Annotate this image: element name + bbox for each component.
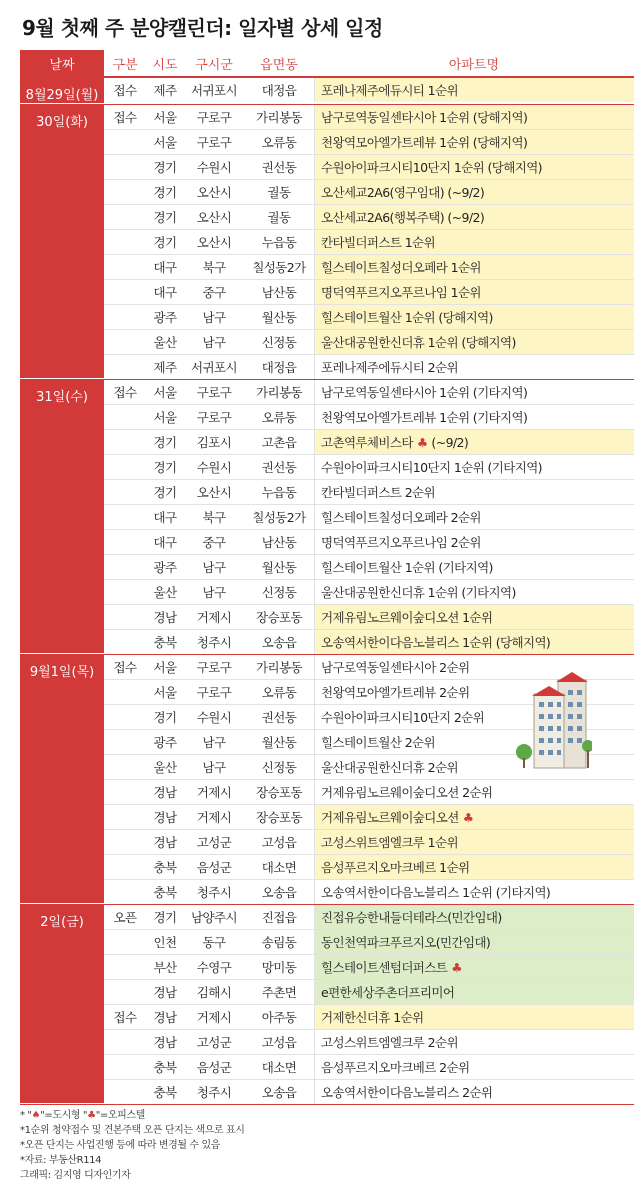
sido-cell: 울산 — [153, 760, 177, 775]
table-row — [104, 930, 634, 955]
sido-cell: 충북 — [153, 1060, 177, 1075]
note-open: *오픈 단지는 사업진행 등에 따라 변경될 수 있음 — [20, 1140, 220, 1151]
date-cell: 2일(금) — [20, 905, 104, 1104]
sigungu-cell: 청주시 — [196, 885, 232, 900]
dong-cell: 고성읍 — [261, 1035, 297, 1050]
dong-cell: 대정읍 — [261, 83, 297, 98]
sido-cell: 인천 — [153, 935, 177, 950]
table-row — [104, 305, 634, 330]
table-row — [104, 255, 634, 280]
sido-cell: 울산 — [153, 335, 177, 350]
apartment-cell — [314, 830, 634, 854]
apartment-name: 포레나제주에듀시티 2순위 — [321, 360, 458, 375]
apartment-suffix: (~9/2) — [431, 434, 469, 450]
sigungu-cell: 북구 — [202, 260, 226, 275]
date-group — [20, 905, 634, 1105]
table-row — [104, 505, 634, 530]
apartment-cell — [314, 180, 634, 204]
dong-cell: 송림동 — [261, 935, 297, 950]
dong-cell: 남산동 — [261, 535, 297, 550]
sigungu-cell: 고성군 — [196, 1035, 232, 1050]
header-date: 날짜 — [20, 50, 104, 76]
apartment-name: 힐스테이트센텀더퍼스트 — [321, 960, 448, 975]
sido-cell: 경남 — [153, 810, 177, 825]
date-group — [20, 78, 634, 105]
sigungu-cell: 오산시 — [196, 210, 232, 225]
apartment-cell — [314, 1030, 634, 1054]
dong-cell: 대소면 — [261, 1060, 297, 1075]
dong-cell: 권선동 — [261, 160, 297, 175]
apartment-cell — [314, 330, 634, 354]
dong-cell: 오류동 — [261, 135, 297, 150]
dong-cell: 월산동 — [261, 560, 297, 575]
apartment-cell — [314, 880, 634, 904]
sigungu-cell: 거제시 — [196, 810, 232, 825]
table-row — [104, 405, 634, 430]
sigungu-cell: 동구 — [202, 935, 226, 950]
sigungu-cell: 중구 — [202, 535, 226, 550]
dong-cell: 신정동 — [261, 760, 297, 775]
table-row — [104, 855, 634, 880]
club-icon: ♣ — [451, 959, 462, 975]
apartment-name: 울산대공원한신더휴 1순위 (기타지역) — [321, 585, 516, 600]
sido-cell: 서울 — [153, 385, 177, 400]
table-row — [104, 580, 634, 605]
dong-cell: 칠성동2가 — [252, 260, 306, 275]
sigungu-cell: 김포시 — [196, 435, 232, 450]
table-row — [104, 955, 634, 980]
table-row — [104, 805, 634, 830]
apartment-cell — [314, 580, 634, 604]
table-row — [104, 630, 634, 654]
sido-cell: 서울 — [153, 135, 177, 150]
apartment-name: 울산대공원한신더휴 1순위 (당해지역) — [321, 335, 516, 350]
sigungu-cell: 구로구 — [196, 135, 232, 150]
sigungu-cell: 서귀포시 — [191, 83, 237, 98]
sido-cell: 경남 — [153, 1010, 177, 1025]
apartment-cell — [314, 355, 634, 379]
table-row — [104, 455, 634, 480]
sido-cell: 서울 — [153, 685, 177, 700]
sido-cell: 울산 — [153, 585, 177, 600]
sigungu-cell: 수원시 — [196, 710, 232, 725]
sido-cell: 충북 — [153, 1085, 177, 1100]
footnotes — [20, 1108, 244, 1183]
table-row — [104, 530, 634, 555]
apartment-cell — [314, 480, 634, 504]
dong-cell: 권선동 — [261, 710, 297, 725]
apartment-name: 천왕역모아엘가트레뷰 1순위 (기타지역) — [321, 410, 528, 425]
apartment-name: 오송역서한이다음노블리스 1순위 (기타지역) — [321, 885, 551, 900]
table-row — [104, 205, 634, 230]
type-cell: 접수 — [113, 660, 137, 675]
table-row — [104, 605, 634, 630]
apartment-name: 음성푸르지오마크베르 2순위 — [321, 1060, 470, 1075]
note-credit: 그래픽: 김지영 디자인기자 — [20, 1170, 131, 1181]
apartment-name: 오송역서한이다음노블리스 2순위 — [321, 1085, 493, 1100]
apartment-cell — [314, 255, 634, 279]
dong-cell: 진접읍 — [261, 910, 297, 925]
dong-cell: 고성읍 — [261, 835, 297, 850]
apartment-name: 거제유림노르웨이숲디오션 1순위 — [321, 610, 493, 625]
apartment-name: 힐스테이트칠성더오페라 2순위 — [321, 510, 481, 525]
header-apt: 아파트명 — [448, 57, 500, 73]
sido-cell: 경기 — [153, 435, 177, 450]
apartment-name: 오산세교2A6(영구임대) (~9/2) — [321, 185, 485, 200]
sido-cell: 경남 — [153, 835, 177, 850]
note-source: *자료: 부동산R114 — [20, 1155, 102, 1166]
table-row — [104, 130, 634, 155]
apartment-cell — [314, 230, 634, 254]
sigungu-cell: 구로구 — [196, 660, 232, 675]
apartment-name: e편한세상주촌더프리미어 — [321, 985, 455, 1000]
dong-cell: 월산동 — [261, 735, 297, 750]
sigungu-cell: 음성군 — [196, 860, 232, 875]
sigungu-cell: 구로구 — [196, 685, 232, 700]
sido-cell: 광주 — [153, 560, 177, 575]
spade-icon: ♠ — [31, 1110, 41, 1121]
sigungu-cell: 거제시 — [196, 785, 232, 800]
apartment-name: 거제한신더휴 1순위 — [321, 1010, 424, 1025]
apartment-cell — [314, 1005, 634, 1029]
sido-cell: 서울 — [153, 660, 177, 675]
table-row — [104, 180, 634, 205]
date-cell: 9월1일(목) — [20, 655, 104, 904]
sido-cell: 대구 — [153, 285, 177, 300]
apartment-cell — [314, 78, 634, 102]
apartment-cell — [314, 380, 634, 404]
apartment-name: 거제유림노르웨이숲디오션 — [321, 810, 459, 825]
apartment-name: 음성푸르지오마크베르 1순위 — [321, 860, 470, 875]
page-title: 9월 첫째 주 분양캘린더: 일자별 상세 일정 — [22, 16, 383, 40]
dong-cell: 권선동 — [261, 460, 297, 475]
apartment-name: 힐스테이트월산 1순위 (기타지역) — [321, 560, 493, 575]
table-row — [104, 880, 634, 904]
apartment-cell — [314, 105, 634, 129]
note-highlight: *1순위 청약접수 및 견본주택 오픈 단지는 색으로 표시 — [20, 1125, 245, 1136]
legend-note: * "♠"=도시형 "♣"=오피스텔 — [20, 1110, 145, 1121]
table-row — [104, 555, 634, 580]
dong-cell: 가리봉동 — [256, 660, 302, 675]
date-cell: 8월29일(월) — [20, 78, 104, 104]
date-cell: 30일(화) — [20, 105, 104, 379]
schedule-table — [20, 50, 634, 1105]
club-icon: ♣ — [87, 1110, 96, 1121]
apartment-name: 고성스위트엠엘크루 2순위 — [321, 1035, 458, 1050]
type-cell: 접수 — [113, 83, 137, 98]
type-cell: 접수 — [113, 110, 137, 125]
header-sido: 시도 — [152, 57, 178, 73]
sigungu-cell: 북구 — [202, 510, 226, 525]
sido-cell: 경기 — [153, 485, 177, 500]
header-sigungu: 구시군 — [195, 57, 233, 73]
sigungu-cell: 구로구 — [196, 110, 232, 125]
dong-cell: 오송읍 — [261, 885, 297, 900]
sido-cell: 경기 — [153, 235, 177, 250]
apartment-cell — [314, 455, 634, 479]
apartment-name: 명덕역푸르지오푸르나임 2순위 — [321, 535, 481, 550]
apartment-name: 고성스위트엠엘크루 1순위 — [321, 835, 458, 850]
apartment-name: 오산세교2A6(행복주택) (~9/2) — [321, 210, 485, 225]
dong-cell: 칠성동2가 — [252, 510, 306, 525]
dong-cell: 가리봉동 — [256, 110, 302, 125]
type-cell: 오픈 — [113, 910, 137, 925]
date-cell: 31일(수) — [20, 380, 104, 654]
dong-cell: 대소면 — [261, 860, 297, 875]
sido-cell: 제주 — [153, 360, 177, 375]
sido-cell: 충북 — [153, 885, 177, 900]
apartment-name: 힐스테이트칠성더오페라 1순위 — [321, 260, 481, 275]
table-row — [104, 780, 634, 805]
dong-cell: 주촌면 — [261, 985, 297, 1000]
apartment-name: 천왕역모아엘가트레뷰 2순위 — [321, 685, 470, 700]
table-body — [20, 78, 634, 1105]
apartment-name: 칸타빌더퍼스트 1순위 — [321, 235, 436, 250]
table-row — [104, 1030, 634, 1055]
date-group — [20, 380, 634, 655]
table-row — [104, 980, 634, 1005]
sido-cell: 광주 — [153, 310, 177, 325]
apartment-name: 수원아이파크시티10단지 2순위 — [321, 710, 485, 725]
apartment-cell — [314, 1080, 634, 1104]
apartment-name: 거제유림노르웨이숲디오션 2순위 — [321, 785, 493, 800]
table-row — [104, 1055, 634, 1080]
table-row — [104, 330, 634, 355]
sido-cell: 경남 — [153, 1035, 177, 1050]
sido-cell: 부산 — [153, 960, 177, 975]
apartment-cell — [314, 1055, 634, 1079]
sigungu-cell: 남구 — [202, 735, 226, 750]
sido-cell: 경기 — [153, 460, 177, 475]
sido-cell: 대구 — [153, 535, 177, 550]
header-type: 구분 — [112, 57, 138, 73]
dong-cell: 오류동 — [261, 410, 297, 425]
table-row — [104, 905, 634, 930]
sido-cell: 서울 — [153, 110, 177, 125]
table-row — [104, 78, 634, 102]
apartment-cell — [314, 505, 634, 529]
apartment-name: 수원아이파크시티10단지 1순위 (기타지역) — [321, 460, 542, 475]
club-icon: ♣ — [462, 809, 474, 825]
sigungu-cell: 남양주시 — [191, 910, 237, 925]
apartment-cell — [314, 130, 634, 154]
apartment-name: 힐스테이트월산 2순위 — [321, 735, 436, 750]
dong-cell: 아주동 — [261, 1010, 297, 1025]
sido-cell: 충북 — [153, 635, 177, 650]
apartment-cell — [314, 905, 634, 929]
sido-cell: 경기 — [153, 710, 177, 725]
table-row — [104, 355, 634, 379]
sido-cell: 대구 — [153, 510, 177, 525]
apartment-name: 천왕역모아엘가트레뷰 1순위 (당해지역) — [321, 135, 528, 150]
sigungu-cell: 오산시 — [196, 185, 232, 200]
apartment-name: 칸타빌더퍼스트 2순위 — [321, 485, 436, 500]
apartment-cell — [314, 305, 634, 329]
type-cell: 접수 — [113, 385, 137, 400]
sigungu-cell: 거제시 — [196, 1010, 232, 1025]
sido-cell: 경기 — [153, 185, 177, 200]
sigungu-cell: 남구 — [202, 310, 226, 325]
sigungu-cell: 수영구 — [196, 960, 232, 975]
apartment-name: 남구로역동일센타시아 2순위 — [321, 660, 470, 675]
apartment-cell — [314, 205, 634, 229]
apartment-name: 포레나제주에듀시티 1순위 — [321, 83, 458, 98]
sigungu-cell: 구로구 — [196, 385, 232, 400]
apartment-name: 명덕역푸르지오푸르나임 1순위 — [321, 285, 481, 300]
sigungu-cell: 청주시 — [196, 635, 232, 650]
table-header — [20, 50, 634, 78]
apartment-cell — [314, 530, 634, 554]
sigungu-cell: 구로구 — [196, 410, 232, 425]
sido-cell: 제주 — [153, 83, 177, 98]
dong-cell: 누읍동 — [261, 485, 297, 500]
dong-cell: 망미동 — [261, 960, 297, 975]
apartment-cell — [314, 930, 634, 954]
dong-cell: 대정읍 — [261, 360, 297, 375]
dong-cell: 신정동 — [261, 585, 297, 600]
apartment-building-icon — [512, 672, 592, 772]
sido-cell: 경남 — [153, 610, 177, 625]
sigungu-cell: 고성군 — [196, 835, 232, 850]
apartment-name: 수원아이파크시티10단지 1순위 (당해지역) — [321, 160, 542, 175]
dong-cell: 오송읍 — [261, 635, 297, 650]
sido-cell: 경남 — [153, 985, 177, 1000]
dong-cell: 궐동 — [267, 185, 291, 200]
sigungu-cell: 음성군 — [196, 1060, 232, 1075]
apartment-cell — [314, 555, 634, 579]
sido-cell: 대구 — [153, 260, 177, 275]
sigungu-cell: 오산시 — [196, 235, 232, 250]
sigungu-cell: 김해시 — [196, 985, 232, 1000]
sigungu-cell: 중구 — [202, 285, 226, 300]
sigungu-cell: 남구 — [202, 335, 226, 350]
apartment-name: 울산대공원한신더휴 2순위 — [321, 760, 458, 775]
apartment-name: 힐스테이트월산 1순위 (당해지역) — [321, 310, 493, 325]
table-row — [104, 280, 634, 305]
table-row — [104, 1005, 634, 1030]
table-row — [104, 830, 634, 855]
table-row — [104, 430, 634, 455]
sido-cell: 광주 — [153, 735, 177, 750]
sido-cell: 서울 — [153, 410, 177, 425]
dong-cell: 신정동 — [261, 335, 297, 350]
sigungu-cell: 서귀포시 — [191, 360, 237, 375]
dong-cell: 가리봉동 — [256, 385, 302, 400]
apartment-cell — [314, 855, 634, 879]
apartment-name: 동인천역파크푸르지오(민간임대) — [321, 935, 491, 950]
apartment-cell — [314, 955, 634, 979]
dong-cell: 누읍동 — [261, 235, 297, 250]
sido-cell: 경기 — [153, 910, 177, 925]
sigungu-cell: 남구 — [202, 760, 226, 775]
sigungu-cell: 수원시 — [196, 160, 232, 175]
sigungu-cell: 오산시 — [196, 485, 232, 500]
dong-cell: 장승포동 — [256, 810, 302, 825]
table-row — [104, 1080, 634, 1104]
sido-cell: 경기 — [153, 160, 177, 175]
apartment-name: 남구로역동일센타시아 1순위 (당해지역) — [321, 110, 528, 125]
date-group — [20, 105, 634, 380]
apartment-cell — [314, 280, 634, 304]
dong-cell: 월산동 — [261, 310, 297, 325]
apartment-name: 남구로역동일센타시아 1순위 (기타지역) — [321, 385, 528, 400]
table-row — [104, 230, 634, 255]
header-dong: 읍면동 — [260, 57, 298, 73]
club-icon: ♣ — [416, 434, 428, 450]
apartment-cell — [314, 405, 634, 429]
dong-cell: 오류동 — [261, 685, 297, 700]
apartment-name: 진접유승한내들더테라스(민간임대) — [321, 910, 502, 925]
sido-cell: 경기 — [153, 210, 177, 225]
apartment-cell — [314, 430, 634, 454]
table-row — [104, 105, 634, 130]
apartment-cell — [314, 630, 634, 654]
sigungu-cell: 수원시 — [196, 460, 232, 475]
apartment-cell — [314, 155, 634, 179]
dong-cell: 남산동 — [261, 285, 297, 300]
sigungu-cell: 남구 — [202, 585, 226, 600]
dong-cell: 장승포동 — [256, 785, 302, 800]
dong-cell: 고촌읍 — [261, 435, 297, 450]
table-row — [104, 480, 634, 505]
apartment-name: 오송역서한이다음노블리스 1순위 (당해지역) — [321, 635, 551, 650]
sido-cell: 충북 — [153, 860, 177, 875]
dong-cell: 오송읍 — [261, 1085, 297, 1100]
sigungu-cell: 거제시 — [196, 610, 232, 625]
sigungu-cell: 남구 — [202, 560, 226, 575]
apartment-name: 고촌역루체비스타 — [321, 435, 413, 450]
apartment-cell — [314, 605, 634, 629]
type-cell: 접수 — [113, 1010, 137, 1025]
dong-cell: 궐동 — [267, 210, 291, 225]
apartment-cell — [314, 980, 634, 1004]
table-row — [104, 380, 634, 405]
apartment-cell — [314, 780, 634, 804]
sido-cell: 경남 — [153, 785, 177, 800]
table-row — [104, 155, 634, 180]
sigungu-cell: 청주시 — [196, 1085, 232, 1100]
dong-cell: 장승포동 — [256, 610, 302, 625]
apartment-cell — [314, 805, 634, 829]
